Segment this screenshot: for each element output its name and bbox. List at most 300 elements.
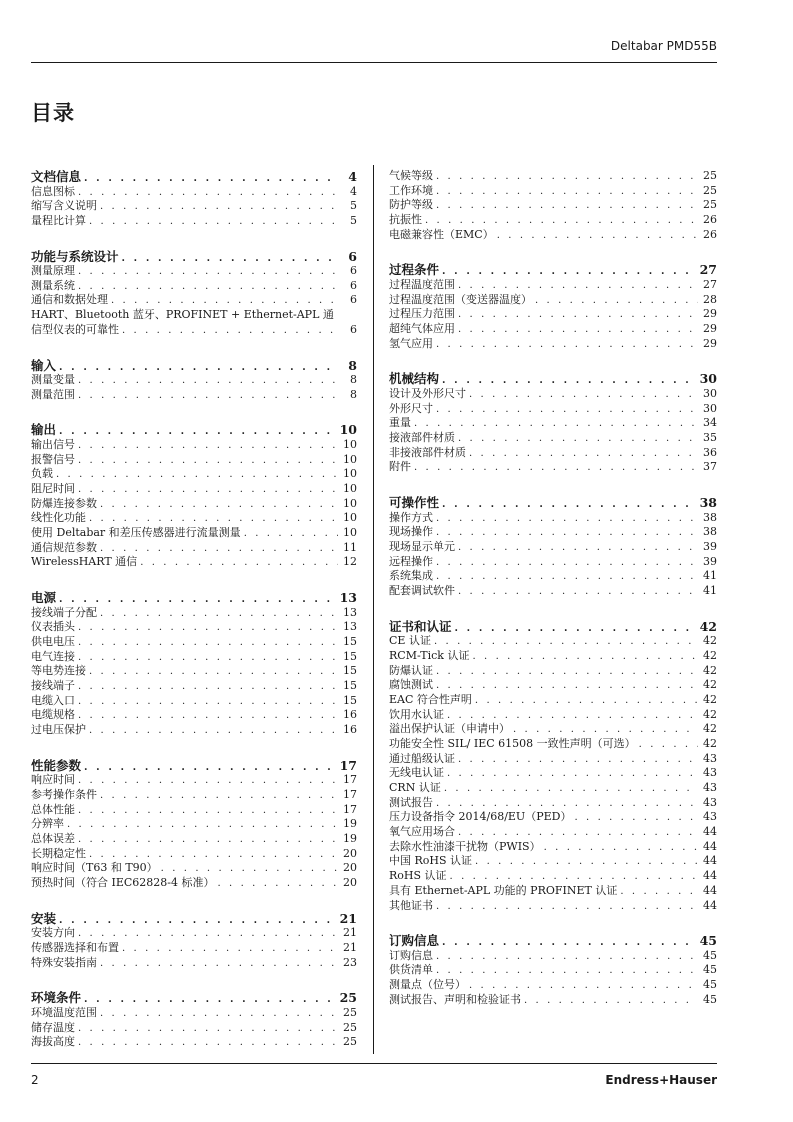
toc-entry-label: 现场操作 <box>389 525 433 539</box>
toc-entry[interactable] <box>389 796 717 811</box>
toc-section-heading[interactable] <box>389 619 717 635</box>
dot-leader <box>442 497 697 513</box>
header-title: Deltabar PMD55B <box>610 39 717 53</box>
toc-entry[interactable] <box>31 817 357 832</box>
dot-leader <box>436 512 698 527</box>
dot-leader <box>78 374 338 389</box>
dot-leader <box>442 935 697 951</box>
toc-entry[interactable] <box>31 620 357 635</box>
page-number: 2 <box>31 1073 39 1087</box>
toc-entry-label: 操作方式 <box>389 510 433 524</box>
toc-entry[interactable] <box>389 555 717 570</box>
toc-entry-label: 氧气应用场合 <box>389 825 455 839</box>
toc-entry[interactable] <box>389 840 717 855</box>
toc-entry-label: 过程条件 <box>389 262 440 278</box>
toc-entry[interactable] <box>31 323 357 338</box>
toc-entry-page: 26 <box>703 227 717 241</box>
toc-entry[interactable] <box>31 650 357 665</box>
toc-entry[interactable] <box>389 322 717 337</box>
toc-entry-page: 23 <box>343 955 357 969</box>
dot-leader <box>100 789 338 804</box>
toc-entry[interactable] <box>389 693 717 708</box>
toc-entry[interactable] <box>389 737 717 752</box>
toc-entry-page: 44 <box>703 825 717 839</box>
toc-entry-label: 中国 RoHS 认证 <box>389 854 473 868</box>
dot-leader <box>100 607 338 622</box>
toc-entry-label: 环境条件 <box>31 990 82 1006</box>
toc-section-heading[interactable] <box>31 911 357 927</box>
toc-section <box>31 758 357 891</box>
toc-entry[interactable] <box>31 694 357 709</box>
dot-leader <box>89 215 338 230</box>
toc-entry-label: 远程操作 <box>389 554 433 568</box>
toc-entry[interactable] <box>389 213 717 228</box>
toc-section <box>31 358 357 403</box>
toc-entry-label: RCM-Tick 认证 <box>389 648 470 662</box>
dot-leader <box>78 186 338 201</box>
toc-entry-page: 6 <box>350 322 357 336</box>
toc-entry-page: 6 <box>350 293 357 307</box>
toc-entry[interactable] <box>389 431 717 446</box>
toc-entry-label: EAC 符合性声明 <box>389 692 472 706</box>
toc-section-heading[interactable] <box>31 990 357 1006</box>
toc-entry[interactable] <box>389 810 717 825</box>
toc-entry[interactable] <box>31 832 357 847</box>
toc-entry-label: 腐蚀测试 <box>389 678 433 692</box>
toc-entry[interactable] <box>389 649 717 664</box>
toc-section <box>31 422 357 570</box>
toc-entry[interactable] <box>31 453 357 468</box>
toc-section-heading[interactable] <box>389 495 717 511</box>
toc-entry-page: 27 <box>699 262 717 278</box>
toc-entry-page: 17 <box>343 802 357 816</box>
dot-leader <box>84 992 337 1008</box>
toc-entry[interactable] <box>389 460 717 475</box>
toc-entry[interactable] <box>389 416 717 431</box>
toc-entry-page: 42 <box>703 648 717 662</box>
toc-entry-label: 测量原理 <box>31 264 75 278</box>
toc-entry[interactable] <box>31 438 357 453</box>
toc-entry-page: 39 <box>703 539 717 553</box>
toc-entry[interactable] <box>389 825 717 840</box>
toc-entry[interactable] <box>31 941 357 956</box>
dot-leader <box>436 570 698 585</box>
toc-entry[interactable] <box>31 635 357 650</box>
toc-section-heading[interactable] <box>31 758 357 774</box>
toc-entry[interactable] <box>389 293 717 308</box>
toc-entry-label: 非接液部件材质 <box>389 445 466 459</box>
toc-entry[interactable] <box>31 664 357 679</box>
toc-entry-label: 储存温度 <box>31 1020 75 1034</box>
toc-entry-label: 附件 <box>389 460 411 474</box>
dot-leader <box>458 585 698 600</box>
toc-section-heading[interactable] <box>389 262 717 278</box>
toc-entry-page: 10 <box>343 526 357 539</box>
toc-entry[interactable] <box>389 722 717 737</box>
toc-entry-label: 订购信息 <box>389 948 433 962</box>
toc-entry-label: 配套调试软件 <box>389 583 455 597</box>
toc-entry[interactable] <box>31 606 357 621</box>
toc-entry-label: 信息图标 <box>31 184 75 198</box>
dot-leader <box>444 782 698 797</box>
toc-entry[interactable] <box>31 482 357 497</box>
dot-leader <box>535 294 698 309</box>
toc-entry-label: 阻尼时间 <box>31 481 75 495</box>
dot-leader <box>78 804 338 819</box>
dot-leader <box>100 1007 338 1022</box>
toc-entry-label: 防爆认证 <box>389 663 433 677</box>
toc-entry-page: 5 <box>350 213 357 227</box>
toc-entry-label: 过程压力范围 <box>389 307 455 321</box>
toc-entry-label: 过程温度范围 <box>389 277 455 291</box>
toc-section <box>389 619 717 914</box>
toc-section <box>389 495 717 599</box>
dot-leader <box>111 294 338 309</box>
toc-entry-label: 海拔高度 <box>31 1035 75 1049</box>
toc-entry-page: 44 <box>703 839 717 853</box>
toc-entry[interactable] <box>389 169 717 184</box>
toc-entry-label: 工作环境 <box>389 183 433 197</box>
toc-entry-page: 45 <box>703 948 717 962</box>
toc-entry-page: 35 <box>703 430 717 444</box>
toc-entry[interactable] <box>31 467 357 482</box>
dot-leader <box>469 388 698 403</box>
dot-leader <box>78 483 338 498</box>
toc-entry[interactable] <box>31 956 357 971</box>
toc-section <box>31 590 357 738</box>
brand-name: Endress+Hauser <box>605 1073 717 1087</box>
toc-entry[interactable] <box>389 963 717 978</box>
toc-entry[interactable] <box>389 869 717 884</box>
toc-entry[interactable] <box>31 199 357 214</box>
dot-leader <box>78 439 338 454</box>
toc-entry[interactable] <box>31 679 357 694</box>
toc-entry[interactable] <box>31 214 357 229</box>
dot-leader <box>425 214 698 229</box>
toc-entry[interactable] <box>31 293 357 308</box>
toc-entry-page: 27 <box>703 277 717 291</box>
toc-entry[interactable] <box>389 446 717 461</box>
toc-entry-label: 测量变量 <box>31 373 75 386</box>
toc-entry-page: 16 <box>343 723 357 737</box>
toc-entry-page: 8 <box>350 387 357 401</box>
toc-entry-page: 15 <box>343 664 357 678</box>
toc-entry[interactable] <box>389 278 717 293</box>
toc-entry[interactable] <box>389 569 717 584</box>
toc-section-heading[interactable] <box>31 249 357 265</box>
toc-entry-label: 供电电压 <box>31 634 75 648</box>
toc-entry-label: 参考操作条件 <box>31 787 97 801</box>
toc-entry-page: 10 <box>343 511 357 525</box>
toc-entry-page: 25 <box>343 1005 357 1019</box>
toc-entry-label: 重量 <box>389 416 411 430</box>
toc-entry-label: 接液部件材质 <box>389 430 455 444</box>
toc-entry[interactable] <box>31 511 357 526</box>
toc-section-heading[interactable] <box>31 422 357 438</box>
toc-entry-page: 25 <box>339 990 357 1006</box>
toc-entry-page: 39 <box>703 554 717 568</box>
toc-entry[interactable] <box>389 884 717 899</box>
toc-entry[interactable] <box>389 337 717 352</box>
toc-entry-page: 20 <box>343 876 357 890</box>
toc-entry[interactable] <box>31 541 357 556</box>
toc-entry-label: 测量系统 <box>31 278 75 292</box>
toc-entry[interactable] <box>389 781 717 796</box>
toc-entry[interactable] <box>31 847 357 862</box>
toc-entry[interactable] <box>31 708 357 723</box>
toc-entry-label: 防护等级 <box>389 198 433 212</box>
toc-entry-page: 5 <box>350 199 357 213</box>
toc-entry[interactable] <box>31 497 357 512</box>
toc-entry-label: 过程温度范围（变送器温度） <box>389 292 532 306</box>
toc-entry-label: 功能安全性 SIL/ IEC 61508 一致性声明（可选） <box>389 736 636 750</box>
toc-entry-page: 42 <box>703 707 717 721</box>
toc-entry-page: 42 <box>699 618 717 634</box>
toc-entry-label: 电缆规格 <box>31 708 75 722</box>
toc-entry-page: 42 <box>703 678 717 692</box>
toc-entry[interactable] <box>389 993 717 1008</box>
dot-leader <box>436 556 698 571</box>
toc-entry-label: 订购信息 <box>389 933 440 949</box>
toc-entry-label: 环境温度范围 <box>31 1005 97 1019</box>
toc-entry-page: 6 <box>350 264 357 278</box>
toc-entry[interactable] <box>31 773 357 788</box>
dot-leader <box>513 723 698 738</box>
toc-entry-page: 45 <box>703 992 717 1006</box>
toc-entry-page: 29 <box>703 336 717 350</box>
toc-entry[interactable] <box>389 540 717 555</box>
toc-section <box>31 990 357 1050</box>
toc-entry-page: 8 <box>348 357 357 373</box>
toc-entry-page: 29 <box>703 322 717 335</box>
toc-entry[interactable] <box>389 634 717 649</box>
toc-entry-label: 过电压保护 <box>31 723 86 737</box>
dot-leader <box>414 417 698 432</box>
toc-entry[interactable] <box>389 949 717 964</box>
toc-entry[interactable] <box>389 402 717 417</box>
toc-entry-page: 15 <box>343 634 357 648</box>
toc-entry-page: 25 <box>703 169 717 182</box>
toc-entry-page: 45 <box>703 963 717 977</box>
toc-entry-page: 44 <box>703 869 717 883</box>
dot-leader <box>122 324 338 339</box>
toc-entry-page: 21 <box>339 910 357 926</box>
toc-entry[interactable] <box>389 387 717 402</box>
toc-entry[interactable] <box>389 584 717 599</box>
toc-entry-page: 11 <box>343 540 357 554</box>
toc-section <box>31 911 357 971</box>
toc-entry[interactable] <box>389 978 717 993</box>
toc-entry-page: 25 <box>343 1020 357 1034</box>
dot-leader <box>244 527 338 542</box>
dot-leader <box>78 621 338 636</box>
dot-leader <box>140 556 338 571</box>
toc-entry-page: 20 <box>343 861 357 875</box>
dot-leader <box>78 1036 338 1051</box>
toc-entry-page: 13 <box>343 605 357 619</box>
toc-entry-label: 测量点（位号） <box>389 978 466 992</box>
toc-entry-label: 测试报告 <box>389 795 433 809</box>
toc-entry-page: 36 <box>703 445 717 459</box>
toc-entry[interactable] <box>389 511 717 526</box>
toc-entry-label: 使用 Deltabar 和差压传感器进行流量测量 <box>31 526 241 539</box>
toc-entry[interactable] <box>31 526 357 541</box>
dot-leader <box>67 818 338 833</box>
toc-entry-label: 电源 <box>31 590 57 606</box>
dot-leader <box>56 468 338 483</box>
toc-entry-page: 21 <box>343 940 357 954</box>
toc-entry[interactable] <box>31 788 357 803</box>
toc-section <box>389 262 717 351</box>
toc-entry[interactable] <box>389 198 717 213</box>
toc-entry-label: 输入 <box>31 357 57 373</box>
dot-leader <box>89 665 338 680</box>
toc-entry[interactable] <box>31 264 357 279</box>
dot-leader <box>59 424 337 440</box>
toc-entry[interactable] <box>389 228 717 243</box>
toc-entry[interactable] <box>31 555 357 570</box>
toc-entry[interactable] <box>31 388 357 403</box>
toc-entry-page: 42 <box>703 736 717 750</box>
toc-entry[interactable] <box>31 1035 357 1050</box>
toc-entry[interactable] <box>389 678 717 693</box>
dot-leader <box>59 913 337 929</box>
toc-entry-label: 电气连接 <box>31 649 75 663</box>
toc-section-heading[interactable] <box>389 371 717 387</box>
toc-entry[interactable] <box>389 752 717 767</box>
dot-leader <box>436 338 698 353</box>
toc-entry-label: 压力设备指令 2014/68/EU（PED） <box>389 810 572 824</box>
toc-entry-label: 可操作性 <box>389 495 440 510</box>
toc-entry-label: 现场显示单元 <box>389 539 455 553</box>
toc-section-heading[interactable] <box>31 169 357 185</box>
column-divider <box>373 165 374 1054</box>
toc-entry-label: 安装 <box>31 910 57 926</box>
dot-leader <box>89 724 338 739</box>
toc-entry[interactable] <box>31 1021 357 1036</box>
toc-entry[interactable] <box>31 373 357 388</box>
dot-leader <box>574 811 698 826</box>
dot-leader <box>436 526 698 541</box>
toc-entry-label: 预热时间（符合 IEC62828-4 标准） <box>31 876 215 890</box>
dot-leader <box>458 753 698 768</box>
dot-leader <box>436 403 698 418</box>
dot-leader <box>442 373 697 389</box>
toc-entry-page: 10 <box>343 467 357 481</box>
dot-leader <box>100 957 338 972</box>
toc-entry-page: 6 <box>348 248 357 264</box>
dot-leader <box>458 279 698 294</box>
toc-entry[interactable] <box>31 279 357 294</box>
toc-entry-page: 38 <box>703 510 717 524</box>
toc-left-column <box>31 169 357 1070</box>
toc-entry-label: 报警信号 <box>31 452 75 466</box>
dot-leader <box>78 280 338 295</box>
toc-entry-page: 30 <box>703 386 717 400</box>
dot-leader <box>620 885 698 900</box>
dot-leader <box>78 636 338 651</box>
toc-entry-label: CRN 认证 <box>389 781 441 794</box>
dot-leader <box>436 185 698 200</box>
toc-entry[interactable] <box>31 803 357 818</box>
toc-entry[interactable] <box>389 766 717 781</box>
toc-entry-page: 19 <box>343 832 357 845</box>
toc-entry-label: 氢气应用 <box>389 336 433 350</box>
toc-entry-label: 接线端子 <box>31 679 75 692</box>
toc-entry[interactable] <box>31 185 357 200</box>
toc-entry[interactable] <box>31 723 357 738</box>
toc-section-heading[interactable] <box>31 590 357 606</box>
dot-leader <box>78 927 338 942</box>
toc-entry-page: 20 <box>343 846 357 860</box>
dot-leader <box>436 170 698 185</box>
dot-leader <box>122 942 338 957</box>
toc-entry-page: 10 <box>343 452 357 466</box>
toc-entry[interactable] <box>31 876 357 891</box>
toc-entry-page: 15 <box>343 649 357 663</box>
toc-entry-label: 证书和认证 <box>389 618 452 634</box>
dot-leader <box>78 680 338 695</box>
toc-entry-label: HART、Bluetooth 蓝牙、PROFINET + Ethernet-APL 通 <box>31 308 334 322</box>
toc-entry[interactable] <box>31 1006 357 1021</box>
toc-section <box>389 933 717 1007</box>
toc-entry[interactable] <box>389 307 717 322</box>
toc-entry[interactable] <box>389 899 717 914</box>
toc-entry[interactable] <box>389 525 717 540</box>
dot-leader <box>78 833 338 848</box>
dot-leader <box>436 679 698 694</box>
dot-leader <box>78 695 338 710</box>
toc-entry[interactable] <box>389 184 717 199</box>
toc-entry-page: 4 <box>350 184 357 198</box>
dot-leader <box>59 592 337 608</box>
toc-entry[interactable] <box>31 926 357 941</box>
toc-entry[interactable] <box>389 854 717 869</box>
dot-leader <box>455 621 697 637</box>
toc-entry-page: 12 <box>343 555 357 569</box>
toc-entry-page: 17 <box>343 773 357 787</box>
dot-leader <box>89 512 338 527</box>
toc-entry-label: 无线电认证 <box>389 766 444 780</box>
toc-entry-page: 38 <box>703 525 717 539</box>
toc-entry[interactable] <box>31 308 357 323</box>
dot-leader <box>447 767 698 782</box>
toc-entry[interactable] <box>389 664 717 679</box>
toc-entry-page: 30 <box>703 401 717 415</box>
toc-entry-page: 6 <box>350 278 357 292</box>
toc-entry-label: 测量范围 <box>31 387 75 401</box>
toc-entry-page: 25 <box>703 183 717 197</box>
toc-entry-label: 饮用水认证 <box>389 707 444 721</box>
toc-entry-label: 安装方向 <box>31 926 75 940</box>
toc-entry-label: 输出 <box>31 422 57 438</box>
dot-leader <box>78 651 338 666</box>
toc-entry-page: 21 <box>343 926 357 940</box>
toc-entry-page: 45 <box>699 933 717 949</box>
toc-entry-page: 28 <box>703 292 717 306</box>
toc-entry[interactable] <box>389 708 717 723</box>
toc-section-heading[interactable] <box>389 933 717 949</box>
toc-entry-label: 电磁兼容性（EMC） <box>389 227 494 241</box>
footer-rule <box>31 1063 717 1064</box>
toc-entry[interactable] <box>31 861 357 876</box>
toc-entry-page: 25 <box>703 198 717 212</box>
toc-entry-page: 13 <box>339 590 357 606</box>
toc-section-heading[interactable] <box>31 358 357 374</box>
dot-leader <box>100 200 338 215</box>
toc-entry-page: 37 <box>703 460 717 474</box>
dot-leader <box>458 308 698 323</box>
